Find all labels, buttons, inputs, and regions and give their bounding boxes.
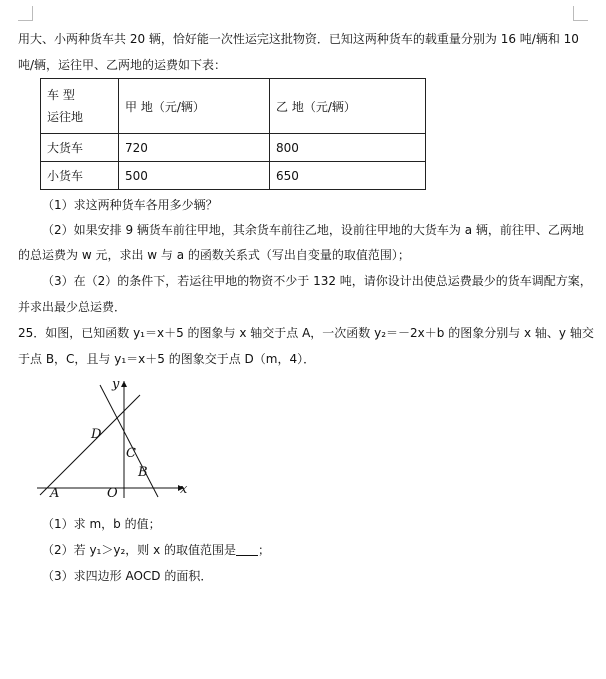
corner-label-vehicle-type: 车 型 [47, 88, 75, 102]
cell-type: 小货车 [41, 162, 119, 190]
q24-part2-line2: 的总运费为 w 元，求出 w 与 a 的函数关系式（写出自变量的取值范围）； [18, 248, 410, 262]
q25-part2 [42, 542, 270, 558]
cell-yi: 800 [270, 134, 426, 162]
table-header-row [41, 79, 426, 134]
q24-part3-line1: （3）在（2）的条件下，若运往甲地的物资不少于 132 吨，请你设计出使总运费最少的货车调配方案， [42, 274, 592, 288]
page-corner-mark-left [18, 6, 33, 21]
table-corner-cell [41, 79, 119, 134]
q25-stem-line1: 25．如图，已知函数 y₁＝x＋5 的图象与 x 轴交于点 A，一次函数 y₂＝－2x＋b 的图象分别与 x 轴、y 轴交 [18, 326, 594, 340]
page-corner-mark-right [573, 6, 588, 21]
intro-line-1: 用大、小两种货车共 20 辆，恰好能一次性运完这批物资．已知这两种货车的载重量分别为 16 吨/辆和 10 [18, 32, 579, 46]
label-point-C: C [126, 446, 136, 461]
table-row [41, 134, 426, 162]
label-point-D: D [91, 427, 102, 442]
y-axis-arrow [121, 381, 127, 387]
label-x: x [180, 482, 188, 497]
function-graph-figure [32, 373, 202, 503]
cell-yi: 650 [270, 162, 426, 190]
q25-part3: （3）求四边形 AOCD 的面积． [42, 569, 213, 583]
q25-part1: （1）求 m，b 的值； [42, 517, 161, 531]
label-point-A: A [50, 486, 60, 501]
header-jia: 甲 地（元/辆） [119, 79, 270, 134]
q25-part2-text: （2）若 y₁＞y₂，则 x 的取值范围是 [42, 543, 237, 557]
freight-cost-table [40, 78, 426, 190]
intro-line-2: 吨/辆，运往甲、乙两地的运费如下表： [18, 58, 227, 72]
cell-jia: 720 [119, 134, 270, 162]
label-point-O: O [107, 486, 118, 501]
cell-jia: 500 [119, 162, 270, 190]
q24-part1: （1）求这两种货车各用多少辆？ [42, 198, 218, 212]
q24-part3-line2: 并求出最少总运费． [18, 300, 127, 314]
corner-label-destination: 运往地 [47, 110, 84, 124]
answer-blank [236, 543, 258, 556]
q25-stem-line2: 于点 B，C，且与 y₁＝x＋5 的图象交于点 D（m，4）． [18, 352, 316, 366]
q24-part2-line1: （2）如果安排 9 辆货车前往甲地，其余货车前往乙地，设前往甲地的大货车为 a 辆，前往甲、乙两地 [42, 223, 584, 237]
line-y2 [100, 385, 158, 497]
table-row [41, 162, 426, 190]
q25-part2-end: ； [258, 543, 271, 557]
cell-type: 大货车 [41, 134, 119, 162]
label-point-B: B [138, 465, 148, 480]
line-y1 [40, 395, 140, 495]
header-yi: 乙 地（元/辆） [270, 79, 426, 134]
label-y: y [112, 377, 120, 392]
